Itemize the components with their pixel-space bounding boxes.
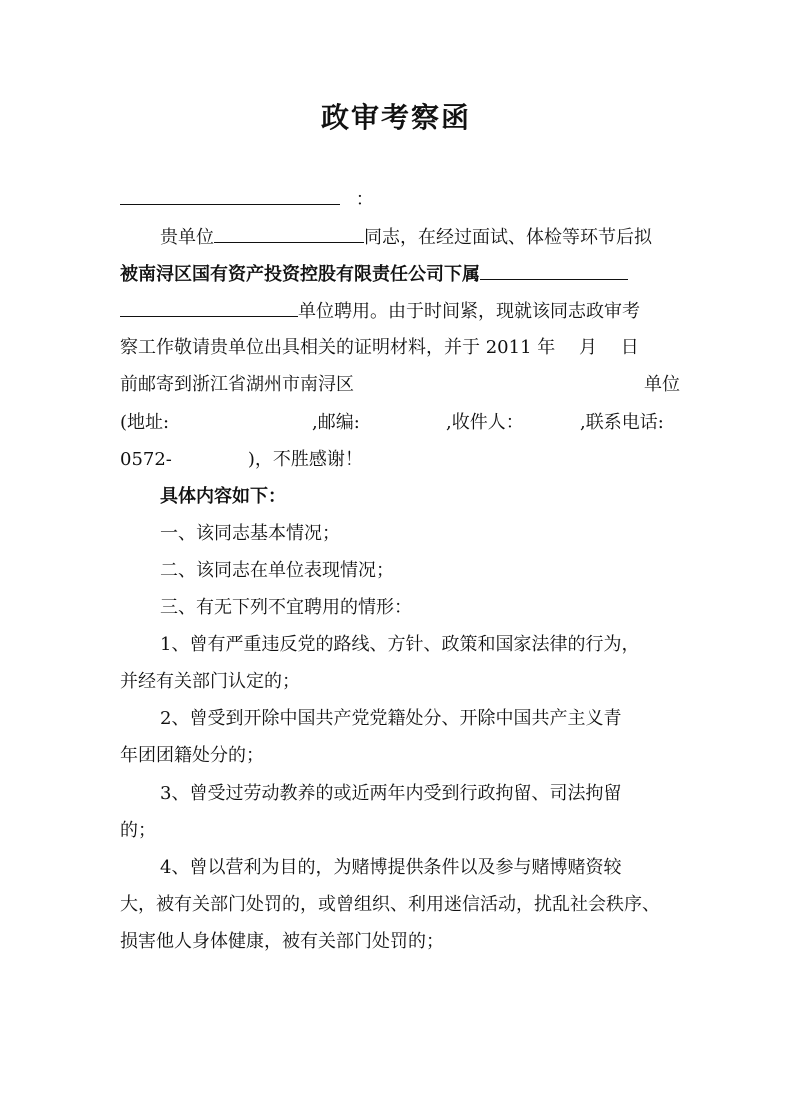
para1-line5: 前邮寄到浙江省湖州市南浔区 单位 (120, 374, 680, 395)
sub-item-1-line2: 并经有关部门认定的； (120, 671, 300, 692)
sub-item-2-line2: 年团团籍处分的； (120, 745, 264, 766)
document-title: 政审考察函 (320, 101, 471, 134)
unit-blank (120, 298, 298, 317)
recipient-label: ,收件人： (446, 412, 524, 433)
company-blank (480, 261, 628, 280)
phone-label: ,联系电话: (580, 412, 664, 433)
sub-item-1-line1: 1、曾有严重违反党的路线、方针、政策和国家法律的行为， (160, 634, 640, 655)
para1-line4: 察工作敬请贵单位出具相关的证明材料，并于 2011 年 月 日 (120, 337, 639, 358)
para1-line3: 单位聘用。由于时间紧，现就该同志政审考 (120, 298, 680, 325)
para1-line1: 贵单位 同志，在经过面试、体检等环节后拟 (160, 224, 680, 251)
recipient-blank (120, 186, 340, 205)
item-2: 二、该同志在单位表现情况； (160, 560, 394, 581)
sub-item-4-line3: 损害他人身体健康，被有关部门处罚的； (120, 931, 444, 952)
salutation-colon: ： (355, 189, 374, 210)
sub-item-4-line2: 大，被有关部门处罚的，或曾组织、利用迷信活动，扰乱社会秩序、 (120, 894, 660, 915)
salutation-line (120, 186, 680, 213)
para1-line2: 被南浔区国有资产投资控股有限责任公司下属 (120, 261, 680, 288)
content-heading: 具体内容如下： (160, 486, 286, 507)
sub-item-3-line1: 3、曾受过劳动教养的或近两年内受到行政拘留、司法拘留 (160, 783, 622, 804)
sub-item-2-line1: 2、曾受到开除中国共产党党籍处分、开除中国共产主义青 (160, 708, 622, 729)
name-blank (214, 224, 364, 243)
para1-line7: 0572- )，不胜感谢！ (120, 449, 363, 470)
item-1: 一、该同志基本情况； (160, 523, 340, 544)
postcode-label: ,邮编: (312, 412, 360, 433)
sub-item-3-line2: 的； (120, 820, 156, 841)
address-label: (地址: (120, 412, 170, 433)
sub-item-4-line1: 4、曾以营利为目的，为赌博提供条件以及参与赌博赌资较 (160, 857, 622, 878)
item-3: 三、有无下列不宜聘用的情形： (160, 597, 412, 618)
area-code: 0572- (120, 449, 172, 470)
